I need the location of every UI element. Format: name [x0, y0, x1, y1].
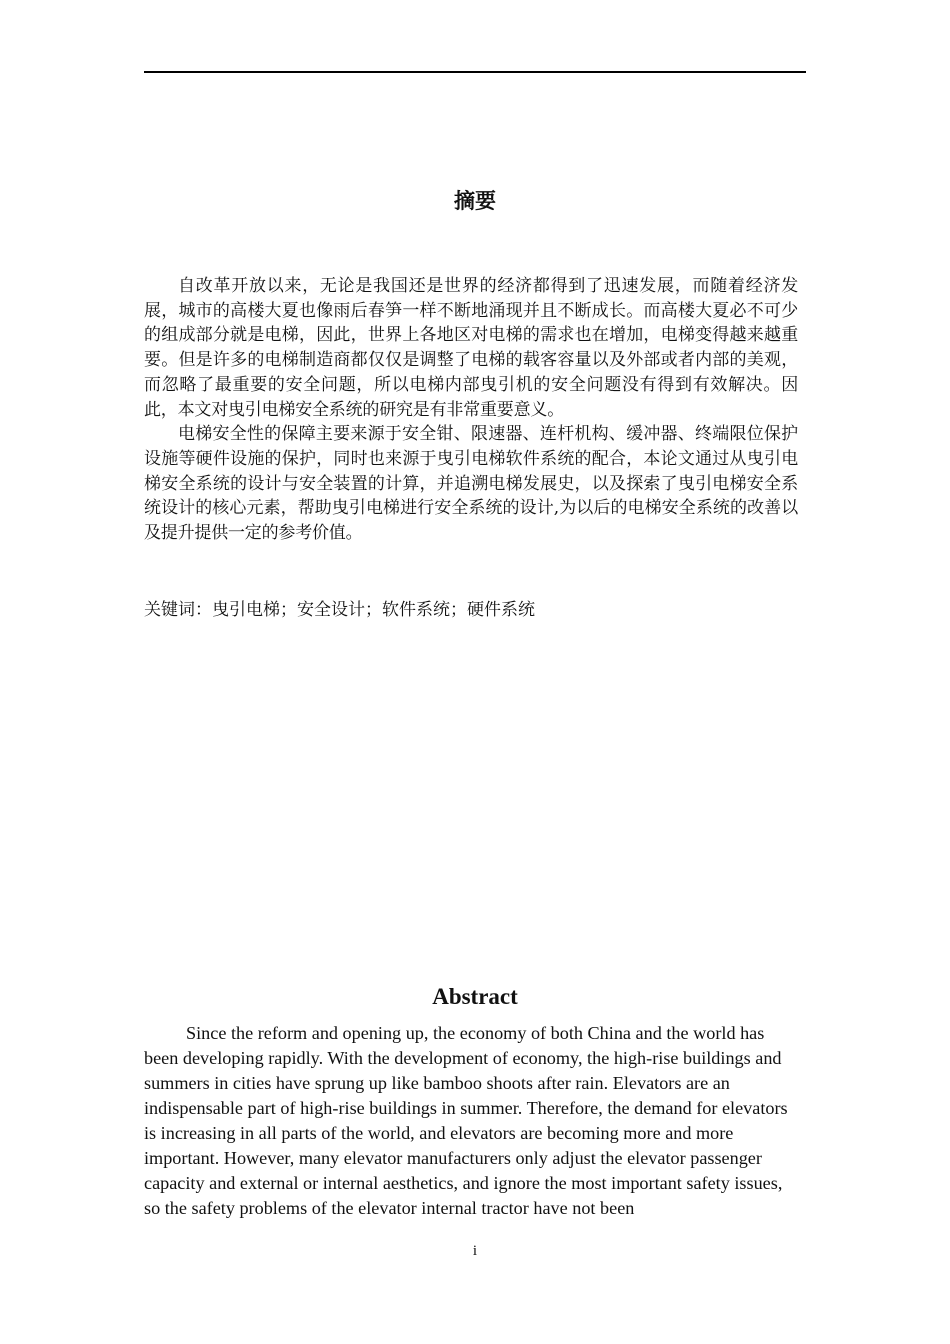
- chinese-abstract-body: [144, 274, 798, 546]
- chinese-abstract-title: 摘要: [454, 188, 496, 213]
- english-paragraph-1: Since the reform and opening up, the economy of both China and the world has been developing rapidly. With the development of economy, the high-rise buildings and summers in cities have sprung up like bamboo shoots after rain. Elevators are an indispensable part of high-rise buildings in summer. Therefore, the demand for elevators is increasing in all parts of the world, and elevators are becoming more and more important. However, many elevator manufacturers only adjust the elevator passenger capacity and external or internal aesthetics, and ignore the most important safety issues, so the safety problems of the elevator internal tractor have not been: [144, 1023, 788, 1218]
- chinese-keywords: 关键词：曳引电梯；安全设计；软件系统；硬件系统: [144, 600, 535, 620]
- page-number: i: [472, 1243, 478, 1259]
- english-abstract-body: [144, 1021, 800, 1221]
- english-abstract-title: Abstract: [432, 984, 518, 1009]
- header-rule: [144, 71, 806, 73]
- chinese-paragraph-2: 电梯安全性的保障主要来源于安全钳、限速器、连杆机构、缓冲器、终端限位保护设施等硬件设施的保护，同时也来源于曳引电梯软件系统的配合，本论文通过从曳引电梯安全系统的设计与安全装置的计算，并追溯电梯发展史，以及探索了曳引电梯安全系统设计的核心元素，帮助曳引电梯进行安全系统的设计,为以后的电梯安全系统的改善以及提升提供一定的参考价值。: [144, 424, 798, 544]
- chinese-paragraph-1: 自改革开放以来，无论是我国还是世界的经济都得到了迅速发展，而随着经济发展，城市的高楼大夏也像雨后春笋一样不断地涌现并且不断成长。而高楼大夏必不可少的组成部分就是电梯，因此，世界上各地区对电梯的需求也在增加，电梯变得越来越重要。但是许多的电梯制造商都仅仅是调整了电梯的载客容量以及外部或者内部的美观，而忽略了最重要的安全问题，所以电梯内部曳引机的安全问题没有得到有效解决。因此，本文对曳引电梯安全系统的研究是有非常重要意义。: [144, 276, 798, 420]
